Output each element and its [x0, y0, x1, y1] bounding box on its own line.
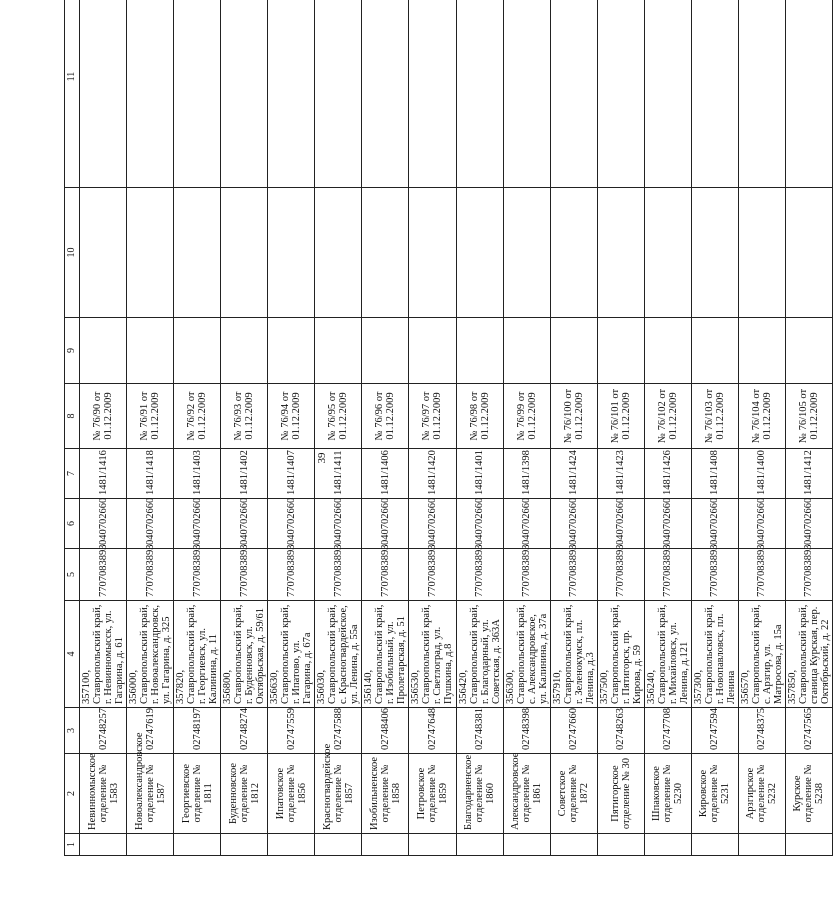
col10-cell — [80, 188, 127, 318]
bik-cell: 040702660 — [550, 499, 597, 549]
table-row — [550, 0, 597, 856]
address-cell: 357850, Ставропольский край, станица Курская, пер. Октябрьский, д. 22 — [785, 601, 832, 708]
inn-cell: 7707083893 — [127, 549, 174, 601]
okpo-code-cell: 02748257 — [80, 708, 127, 754]
col9-cell — [738, 318, 785, 384]
table-row — [597, 0, 644, 856]
table-row — [785, 0, 832, 856]
address-cell: 356530, Ставропольский край, г. Светлоград, ул. Пушкина, д.8 — [409, 601, 456, 708]
col11-cell — [221, 0, 268, 188]
bik-cell: 040702660 — [174, 499, 221, 549]
row-number-cell — [409, 834, 456, 856]
col11-cell — [174, 0, 221, 188]
okpo-code-cell: 02748263 — [597, 708, 644, 754]
bik-cell: 040702660 — [456, 499, 503, 549]
address-cell: 356240, Ставропольский край, г. Михайловск, ул. Ленина, д.121 — [644, 601, 691, 708]
col10-cell — [268, 188, 315, 318]
okpo-code-cell: 02747559 — [268, 708, 315, 754]
row-number-cell — [80, 834, 127, 856]
bik-cell: 040702660 — [409, 499, 456, 549]
license-cell: 1481/1406 — [362, 449, 409, 499]
address-cell: 356420, Ставропольский край, г. Благодарный, ул. Советская, д. 363А — [456, 601, 503, 708]
bik-cell: 040702660 — [221, 499, 268, 549]
branch-name-cell: Новоалександровское отделение № 1587 — [127, 754, 174, 834]
license-cell: 1481/1402 — [221, 449, 268, 499]
document-number-cell: № 76/98 от 01.12.2009 — [456, 384, 503, 449]
bik-cell: 040702660 — [268, 499, 315, 549]
col11-cell — [80, 0, 127, 188]
inn-cell: 7707083893 — [362, 549, 409, 601]
branch-name-cell: Курское отделение № 5238 — [785, 754, 832, 834]
document-number-cell: № 76/97 от 01.12.2009 — [409, 384, 456, 449]
col9-cell — [174, 318, 221, 384]
inn-cell: 7707083893 — [315, 549, 362, 601]
bik-cell: 040702660 — [785, 499, 832, 549]
document-number-cell: № 76/102 от 01.12.2009 — [644, 384, 691, 449]
header-row — [65, 0, 80, 856]
branch-name-cell: Александровское отделение № 1861 — [503, 754, 550, 834]
okpo-code-cell: 02747648 — [409, 708, 456, 754]
branch-name-cell: Пятигорское отделение № 30 — [597, 754, 644, 834]
license-cell: 1481/1407 — [268, 449, 315, 499]
bik-cell: 040702660 — [644, 499, 691, 549]
address-cell: 356800, Ставропольский край, г. Буденновск, ул. Октябрьская, д. 59/61 — [221, 601, 268, 708]
col10-cell — [362, 188, 409, 318]
bik-cell: 040702660 — [738, 499, 785, 549]
inn-cell: 7707083893 — [691, 549, 738, 601]
col9-cell — [80, 318, 127, 384]
table-body — [80, 0, 833, 856]
bik-cell: 040702660 — [362, 499, 409, 549]
okpo-code-cell: 02747588 — [315, 708, 362, 754]
table-row — [738, 0, 785, 856]
license-cell: 1481/1401 — [456, 449, 503, 499]
table-row — [409, 0, 456, 856]
document-number-cell: № 76/93 от 01.12.2009 — [221, 384, 268, 449]
address-cell: 357500, Ставропольский край, г. Пятигорск, пр. Кирова, д. 59 — [597, 601, 644, 708]
column-header-4: 4 — [65, 601, 80, 708]
column-header-11: 11 — [65, 0, 80, 188]
col9-cell — [597, 318, 644, 384]
col10-cell — [644, 188, 691, 318]
row-number-cell — [597, 834, 644, 856]
okpo-code-cell: 02748375 — [738, 708, 785, 754]
branch-name-cell: Невинномысское отделение № 1583 — [80, 754, 127, 834]
okpo-code-cell: 02748274 — [221, 708, 268, 754]
col11-cell — [738, 0, 785, 188]
inn-cell: 7707083893 — [644, 549, 691, 601]
inn-cell: 7707083893 — [550, 549, 597, 601]
row-number-cell — [456, 834, 503, 856]
col10-cell — [221, 188, 268, 318]
col9-cell — [268, 318, 315, 384]
branch-name-cell: Арзгирское отделение № 5232 — [738, 754, 785, 834]
address-cell: 357820, Ставропольский край, г. Георгиевск, ул. Калинина, д. 11 — [174, 601, 221, 708]
branch-name-cell: Советское отделение № 1872 — [550, 754, 597, 834]
row-number-cell — [785, 834, 832, 856]
column-header-6: 6 — [65, 499, 80, 549]
branch-name-cell: Георгиевское отделение № 1811 — [174, 754, 221, 834]
inn-cell: 7707083893 — [597, 549, 644, 601]
document-number-cell: № 76/91 от 01.12.2009 — [127, 384, 174, 449]
table-row — [456, 0, 503, 856]
document-number-cell: № 76/99 от 01.12.2009 — [503, 384, 550, 449]
col9-cell — [785, 318, 832, 384]
col10-cell — [409, 188, 456, 318]
row-number-cell — [221, 834, 268, 856]
license-cell: 1481/1403 — [174, 449, 221, 499]
branch-name-cell: Красногвардейское отделение № 1857 — [315, 754, 362, 834]
table-wrapper — [64, 46, 831, 856]
inn-cell: 7707083893 — [456, 549, 503, 601]
col10-cell — [550, 188, 597, 318]
address-cell: 357300, Ставропольский край, г. Новопавловск, пл. Ленина — [691, 601, 738, 708]
column-header-1: 1 — [65, 834, 80, 856]
table-row — [691, 0, 738, 856]
document-number-cell: № 76/104 от 01.12.2009 — [738, 384, 785, 449]
col11-cell — [409, 0, 456, 188]
column-header-8: 8 — [65, 384, 80, 449]
license-cell: 1481/1408 — [691, 449, 738, 499]
license-cell: 1481/1398 — [503, 449, 550, 499]
okpo-code-cell: 02747708 — [644, 708, 691, 754]
table-row — [644, 0, 691, 856]
table-row — [315, 0, 362, 856]
col9-cell — [221, 318, 268, 384]
table-row — [362, 0, 409, 856]
document-number-cell: № 76/96 от 01.12.2009 — [362, 384, 409, 449]
row-number-cell — [127, 834, 174, 856]
document-number-cell: № 76/101 от 01.12.2009 — [597, 384, 644, 449]
branch-name-cell: Благодарненское отделение № 1860 — [456, 754, 503, 834]
license-cell: 1481/1412 — [785, 449, 832, 499]
document-number-cell: № 76/105 от 01.12.2009 — [785, 384, 832, 449]
page-number: 39 — [316, 452, 328, 464]
row-number-cell — [503, 834, 550, 856]
column-header-9: 9 — [65, 318, 80, 384]
col10-cell — [315, 188, 362, 318]
col10-cell — [456, 188, 503, 318]
okpo-code-cell: 02747594 — [691, 708, 738, 754]
branch-name-cell: Шпаковское отделение № 5230 — [644, 754, 691, 834]
row-number-cell — [691, 834, 738, 856]
col10-cell — [691, 188, 738, 318]
rotated-table-sheet — [64, 46, 831, 856]
bik-cell: 040702660 — [691, 499, 738, 549]
column-header-2: 2 — [65, 754, 80, 834]
table-row — [221, 0, 268, 856]
document-number-cell: № 76/103 от 01.12.2009 — [691, 384, 738, 449]
license-cell: 1481/1411 — [315, 449, 362, 499]
column-header-7: 7 — [65, 449, 80, 499]
table-row — [80, 0, 127, 856]
license-cell: 1481/1423 — [597, 449, 644, 499]
license-cell: 1481/1418 — [127, 449, 174, 499]
bik-cell: 040702660 — [80, 499, 127, 549]
okpo-code-cell: 02747619 — [127, 708, 174, 754]
row-number-cell — [738, 834, 785, 856]
row-number-cell — [550, 834, 597, 856]
col10-cell — [785, 188, 832, 318]
bik-cell: 040702660 — [127, 499, 174, 549]
okpo-code-cell: 02748197 — [174, 708, 221, 754]
row-number-cell — [644, 834, 691, 856]
license-cell: 1481/1416 — [80, 449, 127, 499]
column-header-5: 5 — [65, 549, 80, 601]
col9-cell — [503, 318, 550, 384]
col11-cell — [644, 0, 691, 188]
row-number-cell — [174, 834, 221, 856]
license-cell: 1481/1426 — [644, 449, 691, 499]
col10-cell — [503, 188, 550, 318]
column-header-10: 10 — [65, 188, 80, 318]
col11-cell — [456, 0, 503, 188]
col11-cell — [315, 0, 362, 188]
col9-cell — [409, 318, 456, 384]
bik-cell: 040702660 — [597, 499, 644, 549]
col9-cell — [550, 318, 597, 384]
col10-cell — [738, 188, 785, 318]
col11-cell — [362, 0, 409, 188]
okpo-code-cell: 02748398 — [503, 708, 550, 754]
document-number-cell: № 76/90 от 01.12.2009 — [80, 384, 127, 449]
address-cell: 356000, Ставропольский край, г. Новоалександровск, ул. Гагарина, д. 325 — [127, 601, 174, 708]
inn-cell: 7707083893 — [503, 549, 550, 601]
col9-cell — [315, 318, 362, 384]
branch-name-cell: Петровское отделение № 1859 — [409, 754, 456, 834]
registry-table — [64, 0, 833, 856]
document-number-cell: № 76/94 от 01.12.2009 — [268, 384, 315, 449]
branch-name-cell: Буденновское отделение № 1812 — [221, 754, 268, 834]
row-number-cell — [362, 834, 409, 856]
bik-cell: 040702660 — [503, 499, 550, 549]
col11-cell — [785, 0, 832, 188]
branch-name-cell: Ипатовское отделение № 1856 — [268, 754, 315, 834]
license-cell: 1481/1400 — [738, 449, 785, 499]
inn-cell: 7707083893 — [221, 549, 268, 601]
license-cell: 1481/1420 — [409, 449, 456, 499]
address-cell: 357100, Ставропольский край, г. Невинномысск, ул. Гагарина, д. 61 — [80, 601, 127, 708]
inn-cell: 7707083893 — [785, 549, 832, 601]
table-row — [174, 0, 221, 856]
col11-cell — [597, 0, 644, 188]
col11-cell — [268, 0, 315, 188]
col11-cell — [691, 0, 738, 188]
row-number-cell — [268, 834, 315, 856]
inn-cell: 7707083893 — [80, 549, 127, 601]
col9-cell — [691, 318, 738, 384]
col9-cell — [456, 318, 503, 384]
document-number-cell: № 76/92 от 01.12.2009 — [174, 384, 221, 449]
col10-cell — [597, 188, 644, 318]
inn-cell: 7707083893 — [738, 549, 785, 601]
col11-cell — [127, 0, 174, 188]
address-cell: 356030, Ставропольский край, с. Красногвардейское, ул. Ленина, д. 55а — [315, 601, 362, 708]
address-cell: 356570, Ставропольский край, с. Арзгир, ул. Матросова, д. 15а — [738, 601, 785, 708]
branch-name-cell: Изобильненское отделение № 1858 — [362, 754, 409, 834]
license-cell: 1481/1424 — [550, 449, 597, 499]
okpo-code-cell: 02747660 — [550, 708, 597, 754]
okpo-code-cell: 02748381 — [456, 708, 503, 754]
inn-cell: 7707083893 — [409, 549, 456, 601]
bik-cell: 040702660 — [315, 499, 362, 549]
document-number-cell: № 76/100 от 01.12.2009 — [550, 384, 597, 449]
table-row — [503, 0, 550, 856]
col9-cell — [362, 318, 409, 384]
col11-cell — [503, 0, 550, 188]
row-number-cell — [315, 834, 362, 856]
address-cell: 356300, Ставропольский край, с. Александровское, ул. Калинина, д. 37а — [503, 601, 550, 708]
address-cell: 356630, Ставропольский край, г. Ипатово, ул. Гагарина, д. 67а — [268, 601, 315, 708]
col11-cell — [550, 0, 597, 188]
col9-cell — [127, 318, 174, 384]
okpo-code-cell: 02748406 — [362, 708, 409, 754]
okpo-code-cell: 02747565 — [785, 708, 832, 754]
address-cell: 356140, Ставропольский край, г. Изобильный, ул. Пролетарская, д. 51 — [362, 601, 409, 708]
col9-cell — [644, 318, 691, 384]
address-cell: 357910, Ставропольский край, г. Зеленокумск, пл. Ленина, д.3 — [550, 601, 597, 708]
col10-cell — [127, 188, 174, 318]
document-number-cell: № 76/95 от 01.12.2009 — [315, 384, 362, 449]
inn-cell: 7707083893 — [174, 549, 221, 601]
table-row — [127, 0, 174, 856]
table-row — [268, 0, 315, 856]
branch-name-cell: Кировское отделение № 5231 — [691, 754, 738, 834]
inn-cell: 7707083893 — [268, 549, 315, 601]
col10-cell — [174, 188, 221, 318]
column-header-3: 3 — [65, 708, 80, 754]
